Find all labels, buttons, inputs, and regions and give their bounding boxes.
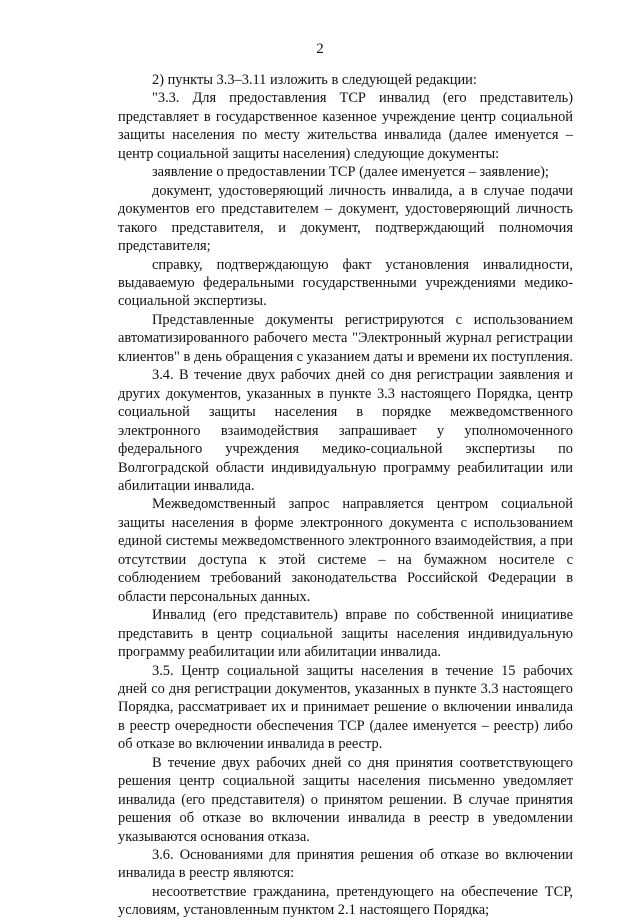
paragraph-interagency-request: Межведомственный запрос направляется центром социальной защиты населения в форме электронного документа с использованием единой системы межведомственного электронного взаимодействия, а при отсутствии доступа к этой системе – на бумажном носителе с соблюдением требований законодательства Российской Федерации в области персональных данных. <box>118 496 573 605</box>
paragraph-own-initiative: Инвалид (его представитель) вправе по собственной инициативе представить в центр социальной защиты населения индивидуальную программу реабилитации или абилитации инвалида. <box>118 607 573 661</box>
paragraph-doc-application: заявление о предоставлении ТСР (далее именуется – заявление); <box>152 164 549 181</box>
paragraph-3-4: 3.4. В течение двух рабочих дней со дня регистрации заявления и других документов, указанных в пункте 3.3 настоящего Порядка, центр социальной защиты населения в порядке межведомственного электронного взаимодействия запрашивает у уполномоченного федерального учреждения медико-социальной экспертизы по Волгоградской области индивидуальную программу реабилитации или абилитации инвалида. <box>118 367 573 494</box>
paragraph-registration: Представленные документы регистрируются с использованием автоматизированного рабочего места "Электронный журнал регистрации клиентов" в день обращения с указанием даты и времени их поступления. <box>118 311 573 365</box>
paragraph-doc-identity: документ, удостоверяющий личность инвалида, а в случае подачи документов его представителем – документ, удостоверяющий личность такого представителя, и документ, подтверждающий полномочия представителя; <box>118 182 573 255</box>
paragraph-3-3: "3.3. Для предоставления ТСР инвалид (его представитель) представляет в государственное казенное учреждение центр социальной защиты населения по месту жительства инвалида (далее именуется – центр социальной защиты населения) следующие документы: <box>118 90 573 162</box>
page-number: 2 <box>316 41 324 57</box>
paragraph-doc-disability-certificate: справку, подтверждающую факт установления инвалидности, выдаваемую федеральными государственными учреждениями медико-социальной экспертизы. <box>118 256 573 310</box>
paragraph-refusal-ground-1: несоответствие гражданина, претендующего на обеспечение ТСР, условиям, установленным пунктом 2.1 настоящего Порядка; <box>118 883 573 919</box>
paragraph-notification: В течение двух рабочих дней со дня принятия соответствующего решения центр социальной защиты населения письменно уведомляет инвалида (его представителя) о принятом решении. В случае принятия решения об отказе во включении инвалида в реестр в уведомлении указываются основания отказа. <box>118 754 573 845</box>
paragraph-3-6: 3.6. Основаниями для принятия решения об отказе во включении инвалида в реестр являются: <box>118 847 573 882</box>
paragraph-3-5: 3.5. Центр социальной защиты населения в течение 15 рабочих дней со дня регистрации документов, указанных в пункте 3.3 настоящего Порядка, рассматривает их и принимает решение о включении инвалида в реестр очередности обеспечения ТСР (далее именуется – реестр) либо об отказе во включении инвалида в реестр. <box>118 662 573 753</box>
document-body <box>118 71 573 920</box>
paragraph-amendment-intro: 2) пункты 3.3–3.11 изложить в следующей редакции: <box>152 72 477 88</box>
